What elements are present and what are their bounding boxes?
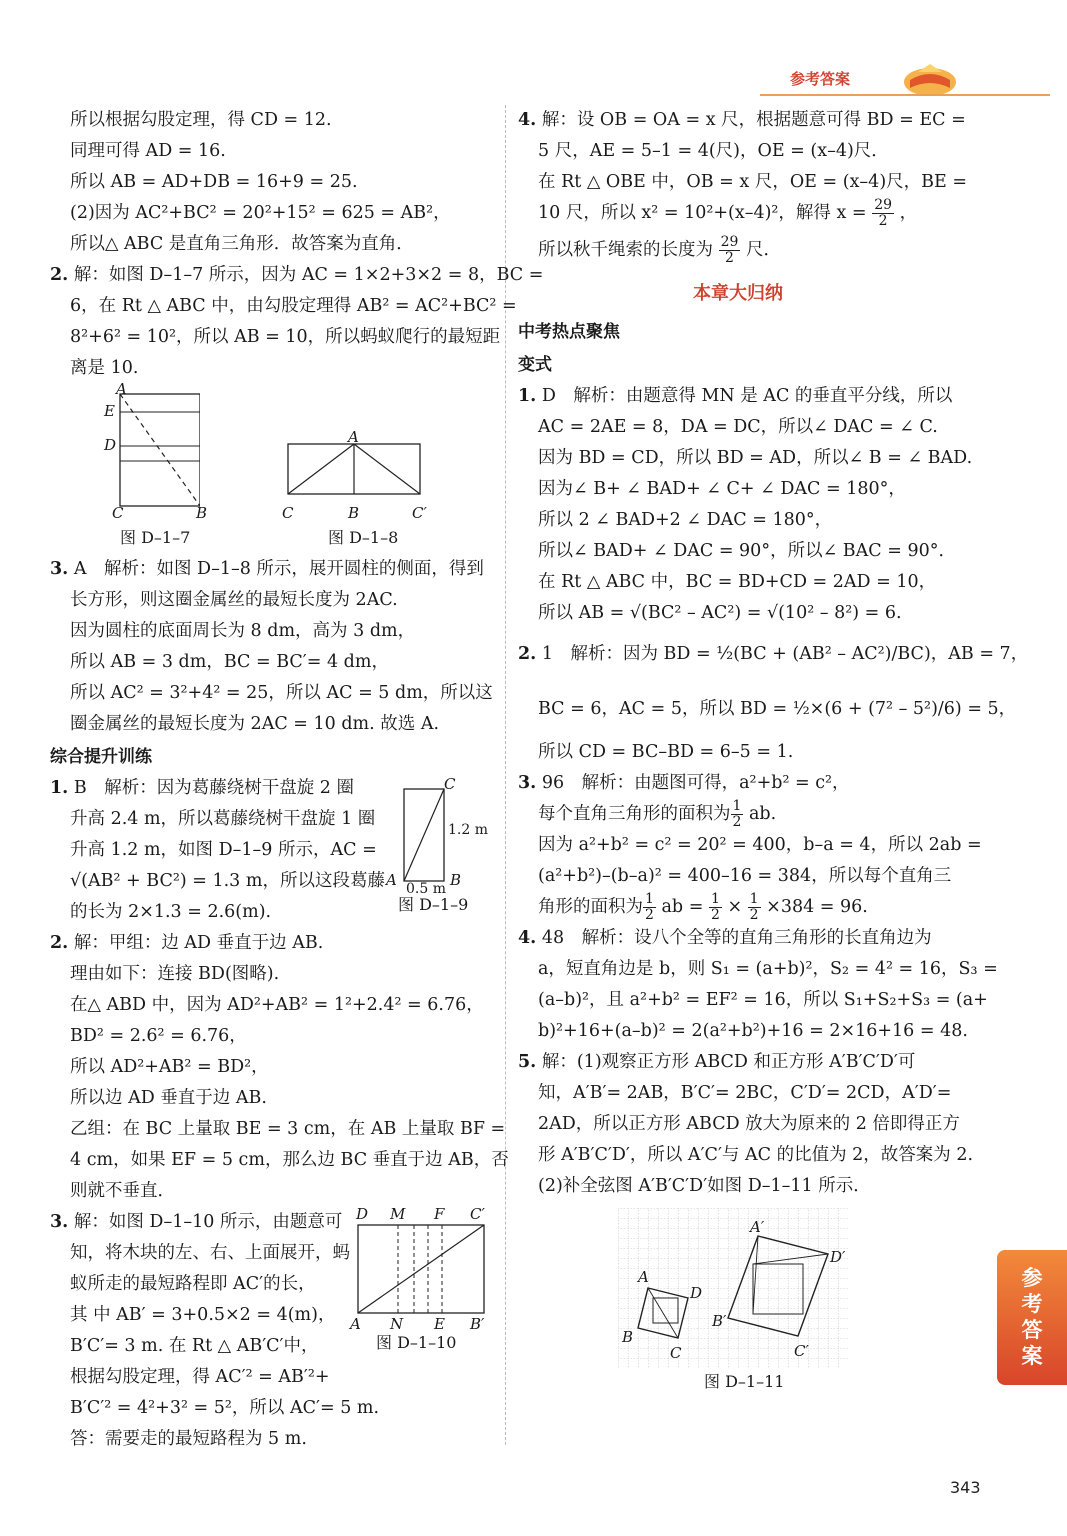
text-line: 因为 a²+b² = c² = 20² = 400，b–a = 4，所以 2ab = xyxy=(538,835,982,855)
text-line: 6，在 Rt △ ABC 中，由勾股定理得 AB² = AC²+BC² = xyxy=(70,296,517,316)
text-line: 在 Rt △ OBE 中，OB = x 尺，OE = (x–4)尺，BE = xyxy=(538,172,968,192)
denominator: 2 xyxy=(645,907,654,923)
variant-4 xyxy=(518,923,958,954)
question-number: 5. xyxy=(518,1052,537,1072)
text-line: 解：设 OB = OA = x 尺，根据题意可得 BD = EC = xyxy=(541,110,966,130)
text-line: 所以 AB = √(BC² – AC²) = √(10² – 8²) = 6. xyxy=(538,603,902,623)
denominator: 2 xyxy=(732,814,742,830)
page-header xyxy=(760,60,1050,100)
label-width: 0.5 m xyxy=(406,881,446,897)
label-C-prime: C′ xyxy=(412,504,427,522)
header-label: 参考答案 xyxy=(790,70,851,88)
text-line: 所以 2 ∠ BAD+2 ∠ DAC = 180°， xyxy=(538,510,833,530)
label-N: N xyxy=(390,1315,404,1333)
text-line: A 解析：如图 D–1–8 所示，展开圆柱的侧面，得到 xyxy=(73,559,484,579)
label-D: D xyxy=(690,1284,703,1302)
text-line: 答：需要走的最短路程为 5 m. xyxy=(70,1429,307,1449)
question-number: 3. xyxy=(518,773,537,793)
question-number: 3. xyxy=(50,1212,69,1232)
fraction xyxy=(731,799,744,830)
label-A: A xyxy=(116,380,127,398)
label-B: B xyxy=(622,1328,634,1346)
text-span: 每个直角三角形的面积为 xyxy=(538,804,731,824)
figure-d-1-10 xyxy=(356,1223,488,1317)
text-line: 解：甲组：边 AD 垂直于边 AB. xyxy=(73,933,324,953)
text-line: 解：如图 D–1–7 所示，因为 AC = 1×2+3×2 = 8，BC = xyxy=(73,265,544,285)
label-B-prime: B′ xyxy=(712,1312,727,1330)
text-line: 角形的面积为 $\frac{1}{2}$ ab = $\frac{1}{2}$ × $\frac{1}{2}$ ×384 = 96. xyxy=(538,891,868,923)
label-C-prime: C′ xyxy=(470,1205,485,1223)
fraction xyxy=(872,198,894,229)
fraction xyxy=(719,235,741,266)
text-line: 知，A′B′= 2AB，B′C′= 2BC，C′D′= 2CD，A′D′= xyxy=(538,1083,952,1103)
numerator: 29 xyxy=(720,234,739,250)
text-line: 8²+6² = 10²，所以 AB = 10，所以蚂蚁爬行的最短距 xyxy=(70,327,501,347)
text-line: 乙组：在 BC 上量取 BE = 3 cm，在 AB 上量取 BF = xyxy=(70,1119,506,1139)
text-line: 升高 2.4 m，所以葛藤绕树干盘旋 1 圈 xyxy=(70,809,376,829)
question-s2 xyxy=(50,928,490,959)
text-line: 其 中 AB′ = 3+0.5×2 = 4(m)， xyxy=(70,1305,336,1325)
label-C: C xyxy=(112,504,124,522)
label-A: A xyxy=(350,1315,361,1333)
figure-caption: 图 D–1–11 xyxy=(704,1372,785,1391)
text-line: 因为∠ B+ ∠ BAD+ ∠ C+ ∠ DAC = 180°， xyxy=(538,479,906,499)
question-s1 xyxy=(50,773,490,928)
label-C-prime: C′ xyxy=(794,1342,809,1360)
chapter-title: 本章大归纳 xyxy=(693,283,783,304)
label-E: E xyxy=(104,402,115,420)
text-line: (a²+b²)–(b–a)² = 400–16 = 384，所以每个直角三 xyxy=(538,866,952,886)
label-C: C xyxy=(444,775,456,793)
text-line: 10 尺，所以 x² = 10²+(x–4)²，解得 x = $\frac{29}{2}$ ， xyxy=(538,197,918,229)
figure-caption: 图 D–1–10 xyxy=(376,1333,457,1352)
label-F: F xyxy=(434,1205,445,1223)
text-line: AC = 2AE = 8，DA = DC，所以∠ DAC = ∠ C. xyxy=(538,417,938,437)
text-line: (a–b)²，且 a²+b² = EF² = 16，所以 S₁+S₂+S₃ = (a+ xyxy=(538,990,988,1010)
variant-1 xyxy=(518,381,958,412)
variant-3 xyxy=(518,768,958,799)
figure-d-1-11-block xyxy=(518,1202,958,1402)
text-line: 知，将木块的左、右、上面展开，蚂 xyxy=(70,1243,350,1263)
text-line xyxy=(518,235,958,266)
text-line: (2)补全弦图 A′B′C′D′如图 D–1–11 所示． xyxy=(538,1176,871,1196)
text-line: (2)因为 AC²+BC² = 20²+15² = 625 = AB²， xyxy=(70,203,451,223)
side-tab xyxy=(997,1250,1067,1385)
text-line: 4 cm，如果 EF = 5 cm，那么边 BC 垂直于边 AB，否 xyxy=(70,1150,509,1170)
figure-caption: 图 D–1–8 xyxy=(328,528,399,547)
label-A: A xyxy=(386,871,397,889)
text-line: D 解析：由题意得 MN 是 AC 的垂直平分线，所以 xyxy=(541,386,953,406)
question-2 xyxy=(50,260,544,291)
question-number: 2. xyxy=(518,644,537,664)
question-number: 1. xyxy=(50,778,69,798)
text-line: 长方形，则这圈金属丝的最短长度为 2AC. xyxy=(70,590,398,610)
denominator: 2 xyxy=(725,250,734,266)
numerator: 1 xyxy=(710,891,720,907)
right-column xyxy=(518,105,1029,1402)
denominator: 2 xyxy=(749,907,759,923)
text-line: 所以 AD²+AB² = BD²， xyxy=(70,1057,269,1077)
text-line: 蚁所走的最短路程即 AC′的长， xyxy=(70,1274,316,1294)
text-span: 10 尺，所以 x² = 10²+(x–4)²，解得 x = xyxy=(538,203,867,223)
text-line: 则就不垂直． xyxy=(70,1181,175,1201)
text-span: 所以秋千绳索的长度为 xyxy=(538,240,713,260)
question-number: 3. xyxy=(50,559,69,579)
text-line: BD² = 2.6² = 6.76， xyxy=(70,1026,247,1046)
text-line: 解：(1)观察正方形 ABCD 和正方形 A′B′C′D′可 xyxy=(541,1052,916,1072)
text-line: 因为圆柱的底面周长为 8 dm，高为 3 dm， xyxy=(70,621,416,641)
question-number: 4. xyxy=(518,928,537,948)
question-3 xyxy=(50,554,490,585)
label-C: C xyxy=(670,1344,682,1362)
text-line: 因为 BD = CD，所以 BD = AD，所以∠ B = ∠ BAD. xyxy=(538,448,973,468)
numerator: 1 xyxy=(732,798,742,814)
figure-d-1-11 xyxy=(618,1208,848,1368)
variant-5 xyxy=(518,1047,958,1078)
text-line: √(AB² + BC²) = 1.3 m，所以这段葛藤 xyxy=(70,871,385,891)
fraction xyxy=(748,892,761,923)
label-D: D xyxy=(356,1205,369,1223)
text-line: 所以边 AD 垂直于边 AB. xyxy=(70,1088,267,1108)
text-line: 所以△ ABC 是直角三角形．故答案为直角． xyxy=(70,234,414,254)
text-line: 理由如下：连接 BD(图略). xyxy=(70,964,280,984)
text-line: 圈金属丝的最短长度为 2AC = 10 dm. 故选 A. xyxy=(70,714,440,734)
label-E: E xyxy=(434,1315,445,1333)
question-number: 2. xyxy=(50,265,69,285)
numerator: 29 xyxy=(874,197,893,213)
numerator: 1 xyxy=(749,891,759,907)
question-s3 xyxy=(50,1207,490,1455)
text-line: 48 解析：设八个全等的直角三角形的长直角边为 xyxy=(541,928,932,948)
fraction xyxy=(643,892,656,923)
text-line: 5 尺，AE = 5–1 = 4(尺)，OE = (x–4)尺． xyxy=(538,141,889,161)
text-span: 尺． xyxy=(745,240,781,260)
text-line xyxy=(518,799,958,830)
denominator: 2 xyxy=(710,907,720,923)
text-span: ab. xyxy=(749,804,777,824)
label-A: A xyxy=(638,1268,649,1286)
book-emblem-icon xyxy=(900,60,960,98)
label-B: B xyxy=(196,504,208,522)
variant-2 xyxy=(518,639,1029,670)
text-line: 所以根据勾股定理，得 CD = 12. xyxy=(70,110,332,130)
text-line: 升高 1.2 m，如图 D–1–9 所示，AC = xyxy=(70,840,377,860)
text-line: 离是 10. xyxy=(70,358,139,378)
text-line: 所以 AB = AD+DB = 16+9 = 25. xyxy=(70,172,358,192)
question-number: 2. xyxy=(50,933,69,953)
section-title: 中考热点聚焦 xyxy=(518,322,620,342)
question-number: 1. xyxy=(518,386,537,406)
label-B: B xyxy=(450,871,462,889)
text-line: 同理可得 AD = 16. xyxy=(70,141,226,161)
fraction xyxy=(709,892,722,923)
text-line: 所以∠ BAD+ ∠ DAC = 90°，所以∠ BAC = 90°． xyxy=(538,541,956,561)
text-line: 2AD，所以正方形 ABCD 放大为原来的 2 倍即得正方 xyxy=(538,1114,960,1134)
text-line: 所以 AB = 3 dm，BC = BC′= 4 dm， xyxy=(70,652,389,672)
header-rule xyxy=(760,94,1050,96)
text-line: 形 A′B′C′D′，所以 A′C′与 AC 的比值为 2，故答案为 2. xyxy=(538,1145,974,1165)
question-number: 4. xyxy=(518,110,537,130)
text-line: 在 Rt △ ABC 中，BC = BD+CD = 2AD = 10， xyxy=(538,572,937,592)
question-4 xyxy=(518,105,966,136)
label-A: A xyxy=(348,428,359,446)
label-M: M xyxy=(390,1205,406,1223)
label-D: D xyxy=(104,436,117,454)
text-line: 1 解析：因为 BD = ½(BC + (AB² – AC²)/BC)，AB = 7， xyxy=(541,644,1029,664)
label-B: B xyxy=(348,504,360,522)
figures-d17-d18 xyxy=(50,380,490,554)
label-C: C xyxy=(282,504,294,522)
label-height: 1.2 m xyxy=(448,822,488,838)
text-line: B′C′² = 4²+3² = 5²，所以 AC′= 5 m. xyxy=(70,1398,380,1418)
text-line: b)²+16+(a–b)² = 2(a²+b²)+16 = 2×16+16 = 48. xyxy=(538,1021,968,1041)
text-line: 解：如图 D–1–10 所示，由题意可 xyxy=(73,1212,343,1232)
numerator: 1 xyxy=(645,891,654,907)
text-line: 根据勾股定理，得 AC′² = AB′²+ xyxy=(70,1367,330,1387)
text-line: a，短直角边是 b，则 S₁ = (a+b)²，S₂ = 4² = 16，S₃ = xyxy=(538,959,998,979)
label-D-prime: D′ xyxy=(830,1248,846,1266)
label-B-prime: B′ xyxy=(470,1315,485,1333)
text-line: 所以 AC² = 3²+4² = 25，所以 AC = 5 dm，所以这 xyxy=(70,683,493,703)
label-A-prime: A′ xyxy=(750,1218,765,1236)
text-line: 所以 CD = BC–BD = 6–5 = 1. xyxy=(538,742,794,762)
side-tab-label: 参考答案 xyxy=(1021,1266,1043,1368)
page-number: 343 xyxy=(950,1478,981,1497)
text-span: 角形的面积为 xyxy=(538,897,643,917)
text-line: B′C′= 3 m. 在 Rt △ AB′C′中， xyxy=(70,1336,319,1356)
section-title: 综合提升训练 xyxy=(50,747,152,767)
text-line: B 解析：因为葛藤绕树干盘旋 2 圈 xyxy=(73,778,354,798)
section-title: 变式 xyxy=(518,355,552,375)
figure-caption: 图 D–1–9 xyxy=(398,895,469,914)
text-span: ×384 = 96. xyxy=(766,897,868,917)
text-line: BC = 6，AC = 5，所以 BD = ½×(6 + (7² – 5²)/6) = 5， xyxy=(538,699,1017,719)
text-line: 的长为 2×1.3 = 2.6(m). xyxy=(70,902,272,922)
text-line: 96 解析：由题图可得，a²+b² = c²， xyxy=(541,773,850,793)
text-span: ab = xyxy=(661,897,704,917)
figure-caption: 图 D–1–7 xyxy=(120,528,191,547)
figure-d-1-9 xyxy=(400,785,450,885)
denominator: 2 xyxy=(878,213,888,229)
text-line: 在△ ABD 中，因为 AD²+AB² = 1²+2.4² = 6.76， xyxy=(70,995,484,1015)
